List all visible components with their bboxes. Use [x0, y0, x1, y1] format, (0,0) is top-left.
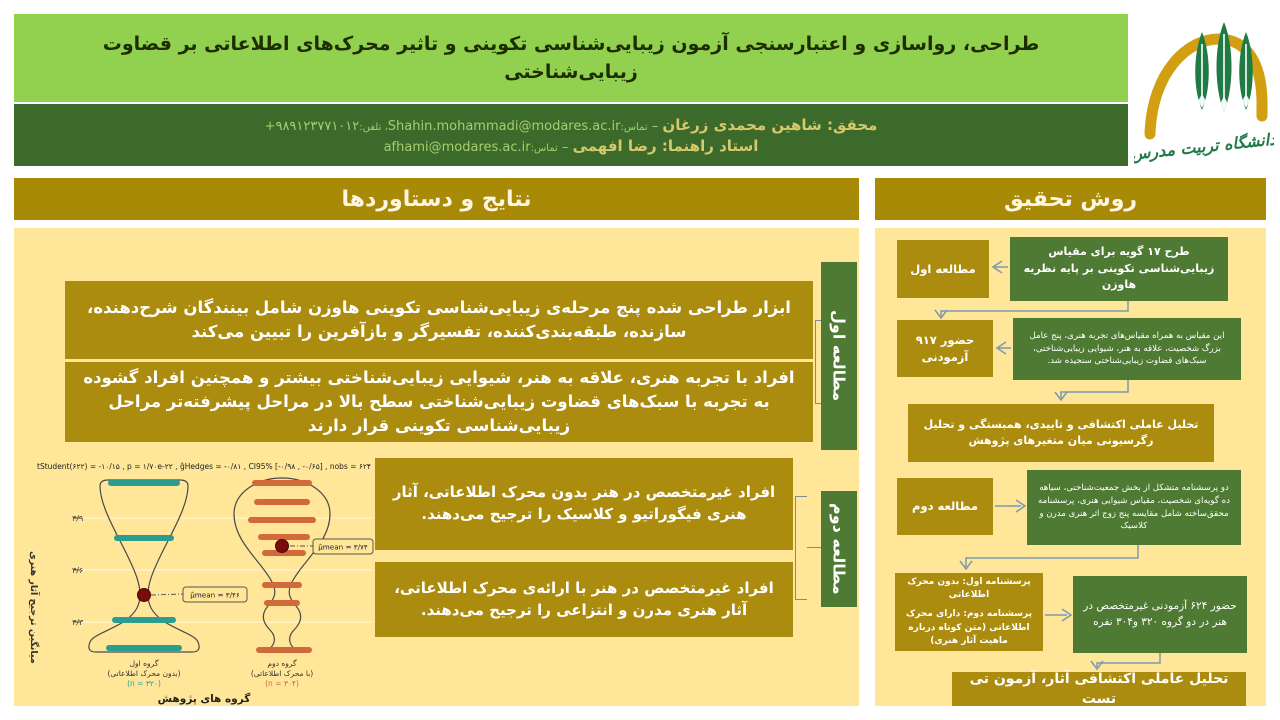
arrow-step4-right: [995, 500, 1025, 512]
violin-group-labels: [107, 659, 313, 688]
researcher-name: محقق: شاهین محمدی زرغان: [662, 115, 878, 134]
svg-text:گروه دوم: گروه دوم: [267, 659, 297, 668]
method-step1-side: مطالعه اول: [897, 240, 989, 298]
violin-stats-line: tStudent(۶۲۲) = -۱۰/۱۵ , p = ۱/۷۰e-۲۲ , ĝHedges = -۰/۸۱ , CI95% [-۰/۹۸ , -۰/۶۵] , nobs = ۶۲۴: [37, 462, 371, 471]
method-step2-main: این مقیاس به همراه مقیاس‌های تجربه هنری، پنج عامل بزرگ شخصیت، علاقه به هنر، شیوایی زیبایی‌شناختی، سبک‌های قضاوت زیبایی‌شناختی سنجیده شد.: [1013, 318, 1241, 380]
method-step1-main: طرح ۱۷ گویه برای مقیاس زیبایی‌شناسی تکوینی بر پایه نظریه هاوزن: [1010, 237, 1228, 301]
method-step4-side: مطالعه دوم: [897, 478, 993, 535]
arrow-elbow-1: [935, 301, 1128, 318]
violin-points-group2: [248, 480, 316, 653]
arrow-step5-right: [1045, 609, 1071, 621]
method-step3-wide: تحلیل عاملی اکتشافی و تاییدی، همبستگی و تحلیل رگرسیونی میان متغیرهای پژوهش: [908, 404, 1214, 462]
arrow-elbow-3: [960, 545, 1138, 569]
advisor-line: استاد راهنما: رضا افهمی – تماس:afhami@modares.ac.ir: [383, 136, 759, 155]
arrow-elbow-2: [1055, 380, 1128, 400]
researcher-line: محقق: شاهین محمدی زرغان – تماس:Shahin.mohammadi@modares.ac.ir، تلفن:+۹۸۹۱۲۳۷۷۱۰۱۲: [264, 115, 878, 134]
mean-label-group2: μ̂mean = ۳/۷۴: [318, 542, 368, 552]
svg-text:۳/۶: ۳/۶: [72, 566, 84, 575]
method-step6-wide: تحلیل عاملی اکتشافی آثار، آزمون تی تست: [952, 672, 1246, 706]
questionnaire-1-text: پرسشنامه اول: بدون محرک اطلاعاتی: [907, 577, 1031, 601]
mean-label-group1: μ̂mean = ۳/۴۶: [190, 590, 240, 600]
method-panel: [875, 228, 1266, 706]
researcher-phone: +۹۸۹۱۲۳۷۷۱۰۱۲: [264, 118, 360, 134]
questionnaire-2-text: پرسشنامه دوم: دارای محرک اطلاعاتی (متن کوتاه درباره ماهیت آثار هنری): [906, 609, 1032, 646]
study2-label: مطالعه دوم: [821, 491, 857, 607]
poster-title: طراحی، رواسازی و اعتبارسنجی آزمون زیبایی‌شناسی تکوینی و تاثیر محرک‌های اطلاعاتی بر قضاوت زیبایی‌شناختی: [102, 32, 1040, 83]
advisor-email: afhami@modares.ac.ir: [383, 139, 531, 155]
svg-text:(n = ۳۲۰): (n = ۳۲۰): [127, 679, 161, 688]
phone-label: ، تلفن:: [359, 121, 388, 133]
tmu-logo-icon: [1134, 6, 1274, 170]
svg-text:(n = ۳۰۴): (n = ۳۰۴): [265, 679, 299, 688]
results-panel: [14, 228, 859, 706]
method-header: روش تحقیق: [875, 178, 1266, 220]
method-step5-main: حضور ۶۲۴ آزمودنی غیرمتخصص در هنر در دو گروه ۳۲۰ و۳۰۴ نفره: [1073, 576, 1247, 653]
svg-text:(بدون محرک اطلاعاتی): (بدون محرک اطلاعاتی): [107, 669, 181, 678]
svg-text:گروه اول: گروه اول: [129, 659, 159, 668]
results-header: نتایج و دستاوردها: [14, 178, 859, 220]
mean-dot-group1: [138, 589, 151, 602]
mean-dot-group2: [276, 540, 289, 553]
contact-label: تماس:: [620, 121, 648, 133]
method-step4-main: دو پرسشنامه متشکل از بخش جمعیت‌شناختی، سیاهه ده گویه‌ای شخصیت، مقیاس شیوایی هنری، پرسشنامه محقق‌ساخته شامل مقایسه پنج زوج اثر هنری مدرن و کلاسیک: [1027, 470, 1241, 545]
study1-finding-1: ابزار طراحی شده پنج مرحله‌ی زیبایی‌شناسی تکوینی هاوزن شامل بینندگان شرح‌دهنده، سازنده، طبقه‌بندی‌کننده، تفسیرگر و بازآفرین را تبیین می‌کند: [65, 281, 813, 359]
violin-xlabel: گروه های پژوهش: [157, 693, 251, 705]
authors-band: [14, 104, 1128, 166]
svg-text:۳/۳: ۳/۳: [72, 618, 84, 627]
svg-text:(با محرک اطلاعاتی): (با محرک اطلاعاتی): [250, 669, 314, 678]
study2-finding-1: افراد غیرمتخصص در هنر بدون محرک اطلاعاتی، آثار هنری فیگوراتیو و کلاسیک را ترجیح می‌دهند.: [375, 458, 793, 550]
svg-text:۳/۹: ۳/۹: [72, 514, 84, 523]
study1-label: مطالعه اول: [821, 262, 857, 450]
arrow-step2-left: [997, 342, 1011, 354]
violin-ylabel: میانگین ترجیح آثار هنری: [28, 551, 39, 664]
logo-trees: [1195, 22, 1253, 112]
arrow-elbow-4: [1091, 653, 1160, 669]
university-logo: [1134, 6, 1274, 170]
violin-tick-labels: [72, 514, 84, 627]
study2-bracket: [795, 496, 807, 600]
method-step2-side: حضور ۹۱۷ آزمودنی: [897, 320, 993, 377]
method-step5-side: [895, 573, 1043, 651]
study1-finding-2: افراد با تجربه هنری، علاقه به هنر، شیوایی زیبایی‌شناختی بیشتر و همچنین افراد گشوده به تجربه با سبک‌های قضاوت زیبایی‌شناختی سطح بالا در مراحل پیشرفته‌تر مراحل زیبایی‌شناسی تکوینی قرار دارند: [65, 362, 813, 442]
arrow-step1-left: [993, 261, 1008, 273]
violin-shape-group1: [89, 480, 199, 652]
study2-finding-2: افراد غیرمتخصص در هنر با ارائه‌ی محرک اطلاعاتی، آثار هنری مدرن و انتزاعی را ترجیح می‌دهند.: [375, 562, 793, 637]
study2-bracket-tick: [807, 547, 821, 548]
logo-caption: دانشگاه تربیت مدرس: [1134, 129, 1274, 164]
researcher-email: Shahin.mohammadi@modares.ac.ir: [387, 118, 621, 134]
contact-label: تماس:: [530, 142, 558, 154]
violin-plot: [24, 450, 376, 716]
advisor-name: استاد راهنما: رضا افهمی: [572, 136, 759, 155]
violin-gridlines: [80, 518, 372, 622]
mean-connector-group1: [151, 594, 183, 595]
poster-title-block: [14, 14, 1128, 102]
